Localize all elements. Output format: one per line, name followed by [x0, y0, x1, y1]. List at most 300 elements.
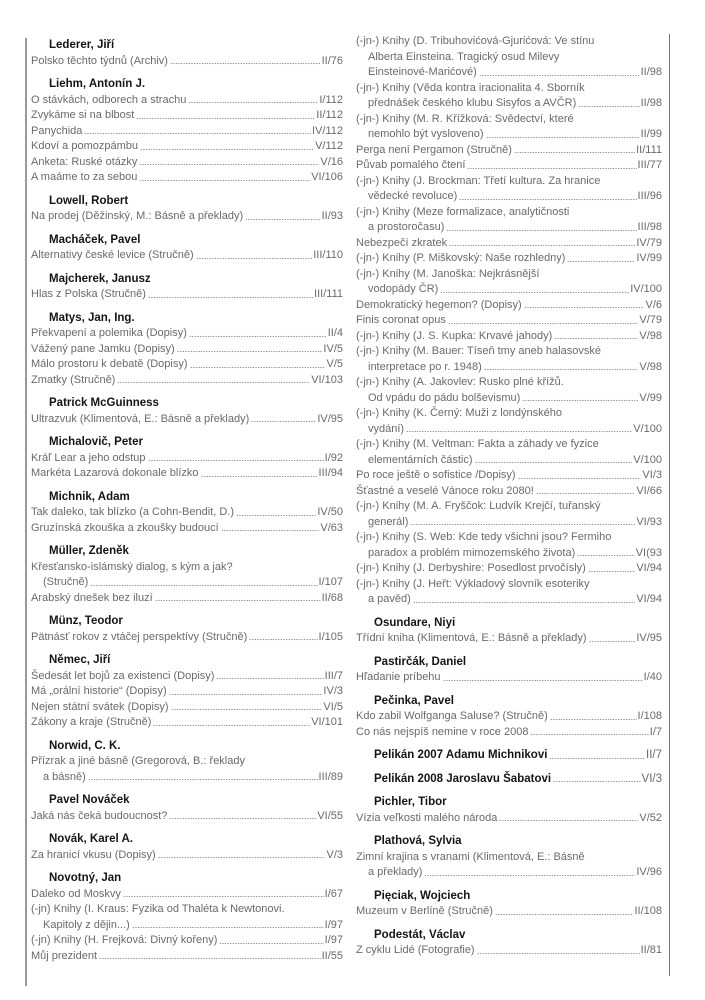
page-ref: V/16 [320, 155, 343, 168]
dot-leader [446, 220, 636, 232]
author-heading [31, 311, 343, 327]
dot-leader [440, 282, 629, 294]
entry-title: Kdo zabil Wolfganga Saluse? (Stručně) [356, 710, 548, 722]
page-ref: VI(93 [635, 546, 662, 559]
entry-title: Perga není Pergamon (Stručně) [356, 143, 512, 156]
dot-leader [139, 170, 310, 182]
entry-title: Vážený pane Jamku (Dopisy) [31, 342, 175, 355]
page-ref: VI/94 [636, 562, 662, 574]
index-group [31, 233, 343, 264]
entry-title: Šťastné a veselé Vánoce roku 2080! [356, 484, 534, 497]
index-group [31, 38, 343, 69]
index-group [31, 396, 343, 427]
index-entry-line [356, 811, 662, 827]
index-entry-line [356, 592, 662, 608]
dot-leader [588, 561, 635, 573]
index-entry-line [31, 412, 343, 428]
page-ref: V/52 [639, 811, 662, 824]
page-ref: IV/95 [317, 412, 343, 425]
index-entry-line [356, 725, 662, 741]
index-entry-line [31, 684, 343, 700]
page-ref: V/98 [639, 360, 662, 373]
entry-title: (-jn-) Knihy (P. Miškovský: Naše rozhledny) [356, 252, 566, 264]
dot-leader [148, 451, 324, 463]
page-ref: IV/3 [323, 685, 343, 697]
entry-title: Křesťansko-islámský dialog, s kým a jak? [31, 560, 233, 573]
page-ref: VI/103 [311, 373, 343, 386]
entry-title: Málo prostoru k debatě (Dopisy) [31, 358, 188, 370]
entry-title: (-jn-) Knihy (Věda kontra iracionalita 4. Sborník [356, 81, 585, 94]
page-ref: IV/50 [317, 506, 343, 518]
entry-title: (-jn) Knihy (H. Frejková: Divný kořeny) [31, 934, 218, 946]
dot-leader [132, 918, 324, 930]
entry-title: (-jn-) Knihy (S. Web: Kde tedy všichni jsou? Fermiho [356, 531, 612, 543]
entry-title: (-jn) Knihy (I. Kraus: Fyzika od Thaléta k Newtonovi. [31, 903, 285, 915]
index-entry-line [356, 850, 662, 866]
entry-title: Má „orální historie“ (Dopisy) [31, 685, 167, 697]
entry-title: Zákony a kraje (Stručně) [31, 716, 152, 728]
entry-title: (-jn-) Knihy (M. Janoška: Nejkrásnější [356, 267, 540, 280]
dot-leader [499, 811, 638, 823]
author-heading [31, 544, 343, 560]
dot-leader [443, 670, 643, 682]
author-heading [31, 653, 343, 669]
page-ref: VI/106 [311, 171, 343, 183]
entry-title: Můj prezident [31, 949, 98, 962]
entry-title: Přízrak a jiné básně (Gregorová, B.: řeklady [31, 755, 245, 767]
index-entry-line [31, 575, 343, 591]
dot-leader [170, 54, 321, 66]
author-heading [31, 396, 343, 412]
index-group [356, 655, 662, 686]
entry-title: Z cyklu Lidé (Fotografie) [356, 944, 475, 956]
dot-leader [567, 251, 635, 263]
entry-title: Einsteinové-Marićové) [368, 66, 477, 78]
author-heading [31, 435, 343, 451]
entry-title: (-jn-) Knihy (J. Heřt: Výkladový slovník esoteriky [356, 577, 590, 590]
entry-title: Nebezpečí zkratek [356, 236, 448, 249]
page-ref: V/98 [639, 329, 662, 342]
entry-title: (-jn-) Knihy (M. R. Křížková: Svědectví, které [356, 112, 574, 125]
dot-leader [236, 505, 316, 517]
index-entry-line [356, 313, 662, 329]
entry-title: Hlas z Polska (Stručně) [31, 288, 146, 300]
author-heading [31, 490, 343, 506]
index-entry-line [31, 357, 343, 373]
dot-leader [410, 515, 635, 527]
dot-leader [169, 684, 323, 696]
author-heading [356, 748, 662, 764]
index-entry-line [356, 406, 662, 422]
index-entry-line [31, 591, 343, 607]
page-ref: I/92 [324, 451, 343, 464]
index-entry-line [31, 170, 343, 186]
dot-leader [117, 373, 310, 385]
author-name: Pastirčák, Daniel [374, 655, 467, 668]
dot-leader [550, 709, 637, 721]
entry-title: (Stručně) [43, 576, 89, 588]
page-ref: I/97 [324, 934, 343, 946]
entry-title: (-jn-) Knihy (M. Veltman: Fakta a záhady ve fyzice [356, 438, 599, 450]
index-group [356, 34, 662, 608]
dot-leader [518, 468, 642, 480]
page-ref: VI/3 [641, 772, 662, 785]
index-group [31, 614, 343, 645]
dot-leader [140, 139, 314, 151]
index-group [31, 311, 343, 389]
dot-leader [123, 887, 324, 899]
author-heading [31, 272, 343, 288]
index-entry-line [356, 484, 662, 500]
index-entry-line [31, 108, 343, 124]
entry-title: Kapitoly z dějin...) [43, 918, 130, 931]
author-name: Müller, Zdeněk [49, 545, 129, 557]
page-ref: I/7 [649, 725, 662, 738]
index-group [31, 793, 343, 824]
dot-leader [406, 422, 632, 434]
dot-leader [196, 248, 313, 260]
index-group [356, 694, 662, 741]
author-name: Norwid, C. K. [49, 739, 121, 752]
dot-leader [449, 236, 635, 248]
index-entry-line [356, 577, 662, 593]
index-entry-line [356, 709, 662, 725]
page-ref: II/108 [634, 905, 662, 917]
index-entry-line [356, 282, 662, 298]
dot-leader [139, 155, 319, 167]
page-ref: VI/5 [323, 700, 343, 713]
page-ref: VI/66 [636, 484, 662, 497]
entry-title: a překlady) [368, 866, 423, 878]
entry-title: A maáme to za sebou [31, 171, 138, 183]
index-group [356, 616, 662, 647]
index-entry-line [31, 630, 343, 646]
index-group [356, 834, 662, 881]
page-ref: III/89 [318, 770, 343, 783]
index-entry-line [356, 453, 662, 469]
author-name: Podestát, Václav [374, 928, 466, 941]
index-group [31, 653, 343, 731]
page-ref: IV/5 [323, 342, 343, 355]
index-group [31, 272, 343, 303]
page-ref: V/100 [633, 422, 662, 435]
page-ref: III/111 [314, 288, 343, 300]
page-ref: II/98 [640, 66, 662, 78]
page-ref: IV/96 [636, 866, 662, 878]
index-entry-line [356, 65, 662, 81]
page-ref: I/105 [318, 630, 343, 643]
entry-title: Jaká nás čeká budoucnost? [31, 809, 168, 822]
entry-title: Arabský dnešek bez iluzí [31, 591, 153, 604]
index-entry-line [356, 298, 662, 314]
index-entry-line [31, 902, 343, 918]
dot-leader [216, 669, 323, 681]
index-entry-line [31, 918, 343, 934]
entry-title: O stávkách, odborech a strachu [31, 93, 187, 106]
page-ref: III/110 [313, 249, 343, 261]
entry-title: (-jn-) Knihy (K. Černý: Muži z londýnského [356, 407, 563, 419]
page-ref: II/112 [316, 109, 343, 121]
page-ref: II/99 [640, 128, 662, 140]
index-entry-line [356, 220, 662, 236]
entry-title: a pavěd) [368, 593, 411, 605]
index-group [356, 772, 662, 788]
author-heading [31, 739, 343, 755]
dot-leader [514, 143, 635, 155]
author-heading [31, 832, 343, 848]
index-entry-line [31, 700, 343, 716]
author-heading [31, 38, 343, 54]
dot-leader [475, 453, 633, 465]
page-ref: II/4 [327, 327, 343, 339]
author-heading [31, 871, 343, 887]
dot-leader [88, 770, 318, 782]
dot-leader [90, 575, 317, 587]
entry-title: paradox a problém mimozemského života) [368, 546, 576, 559]
page-ref: II/111 [636, 143, 662, 156]
index-entry-line [356, 670, 662, 686]
author-name: Novotný, Jan [49, 872, 122, 884]
index-entry-line [356, 437, 662, 453]
entry-title: vodopády ČR) [368, 283, 439, 295]
page-ref: V/99 [639, 391, 662, 404]
entry-title: Panychida [31, 124, 83, 137]
index-entry-line [356, 468, 662, 484]
index-entry-line [356, 344, 662, 360]
dot-leader [148, 287, 313, 299]
page-ref: II/76 [321, 54, 343, 67]
author-name: Münz, Teodor [49, 615, 123, 627]
right-column-rule [669, 34, 670, 976]
entry-title: Zimní krajina s vranami (Klimentová, E.: Básně [356, 850, 585, 863]
index-entry-line [356, 943, 662, 959]
page-ref: V/5 [326, 358, 343, 370]
dot-leader [158, 848, 326, 860]
entry-title: Pätnásť rokov z vtáčej perspektívy (Stručně) [31, 630, 248, 643]
dot-leader [136, 108, 315, 120]
author-name: Plathová, Sylvia [374, 835, 462, 847]
dot-leader [589, 631, 636, 643]
author-name: Pięciak, Wojciech [374, 889, 471, 902]
entry-title: (-jn-) Knihy (Meze formalizace, analytičnosti [356, 205, 570, 218]
index-entry-line [356, 391, 662, 407]
dot-leader [221, 521, 320, 533]
index-entry-line [356, 267, 662, 283]
index-entry-line [356, 34, 662, 50]
page-ref: I/97 [324, 918, 343, 931]
entry-title: (-jn-) Knihy (D. Tribuhovićová-Gjurićová: Ve stínu [356, 35, 595, 47]
index-entry-line [31, 124, 343, 140]
author-name: Pavel Nováček [49, 794, 130, 806]
dot-leader [484, 360, 639, 372]
entry-title: Tak daleko, tak blízko (a Cohn-Bendit, D.) [31, 506, 234, 518]
entry-title: (-jn-) Knihy (J. Derbyshire: Posedlost prvočísly) [356, 562, 586, 574]
entry-title: (-jn-) Knihy (J. S. Kupka: Krvavé jahody) [356, 329, 553, 342]
author-name: Pečinka, Pavel [374, 694, 454, 707]
entry-title: (-jn-) Knihy (M. Bauer: Tíseň tmy aneb halasovské [356, 345, 601, 357]
author-heading [356, 694, 662, 710]
dot-leader [448, 313, 638, 325]
author-name: Pelikán 2008 Jaroslavu Šabatovi [374, 772, 552, 785]
entry-title: (-jn-) Knihy (J. Brockman: Třetí kultura. Za hranice [356, 174, 601, 187]
entry-title: Ultrazvuk (Klimentová, E.: Básně a překlady) [31, 412, 250, 425]
dot-leader [486, 127, 640, 139]
index-entry-line [356, 904, 662, 920]
index-entry-line [31, 209, 343, 225]
entry-title: Vízia veľkosti malého národa [356, 811, 498, 824]
page-ref: II/55 [321, 949, 343, 962]
dot-leader [245, 209, 320, 221]
entry-title: generál) [368, 515, 409, 528]
page-ref: II/7 [646, 749, 662, 761]
index-entry-line [31, 933, 343, 949]
index-entry-line [31, 155, 343, 171]
index-entry-line [31, 248, 343, 264]
page-ref: I/67 [324, 887, 343, 900]
index-entry-line [356, 329, 662, 345]
dot-leader [549, 748, 645, 760]
index-entry-line [356, 127, 662, 143]
page-ref: II/98 [640, 97, 662, 109]
entry-title: Šedesát let bojů za existenci (Dopisy) [31, 669, 215, 682]
index-entry-line [31, 809, 343, 825]
dot-leader [477, 943, 640, 955]
entry-title: Po roce ještě o sofistice /Dopisy) [356, 469, 516, 481]
dot-leader [479, 65, 640, 77]
index-group [31, 194, 343, 225]
dot-leader [251, 412, 316, 424]
index-group [31, 832, 343, 863]
author-name: Liehm, Antonín J. [49, 78, 146, 90]
dot-leader [249, 630, 317, 642]
index-column-left [31, 38, 343, 964]
index-group [356, 748, 662, 764]
dot-leader [459, 189, 636, 201]
index-entry-line [31, 342, 343, 358]
page-ref: III/98 [637, 221, 662, 233]
index-entry-line [31, 326, 343, 342]
entry-title: Co nás nejspíš nemine v roce 2008 [356, 725, 529, 738]
dot-leader [522, 391, 638, 403]
index-entry-line [31, 770, 343, 786]
entry-title: Na prodej (Děžinský, M.: Básně a překlady) [31, 210, 244, 222]
entry-title: Daleko od Moskvy [31, 887, 121, 900]
author-name: Matys, Jan, Ing. [49, 311, 135, 324]
page-ref: VI/3 [642, 469, 662, 481]
index-entry-line [356, 360, 662, 376]
index-entry-line [356, 375, 662, 391]
index-entry-line [31, 505, 343, 521]
author-heading [356, 795, 662, 811]
entry-title: Muzeum v Berlíně (Stručně) [356, 905, 493, 917]
dot-leader [467, 158, 636, 170]
page-ref: IV/112 [312, 124, 343, 137]
index-entry-line [356, 865, 662, 881]
index-entry-line [356, 174, 662, 190]
index-entry-line [31, 373, 343, 389]
index-entry-line [356, 515, 662, 531]
index-entry-line [356, 422, 662, 438]
index-entry-line [31, 466, 343, 482]
index-entry-line [356, 112, 662, 128]
author-heading [31, 77, 343, 93]
index-entry-line [356, 158, 662, 174]
author-name: Michalovič, Peter [49, 436, 143, 448]
page-ref: I/107 [318, 576, 343, 588]
index-group [356, 795, 662, 826]
index-entry-line [31, 93, 343, 109]
author-name: Novák, Karel A. [49, 833, 133, 845]
index-entry-line [31, 287, 343, 303]
author-name: Macháček, Pavel [49, 233, 141, 246]
dot-leader [424, 865, 635, 877]
dot-leader [169, 809, 316, 821]
index-entry-line [31, 848, 343, 864]
index-group [31, 871, 343, 964]
author-name: Lederer, Jiří [49, 39, 115, 51]
page-ref: III/94 [318, 467, 343, 479]
page-ref: II/93 [321, 210, 343, 222]
page-ref: VI/101 [311, 716, 343, 728]
entry-title: a básně) [43, 770, 86, 783]
index-entry-line [356, 96, 662, 112]
dot-leader [553, 772, 640, 784]
entry-title: Hľadanie príbehu [356, 671, 441, 683]
entry-title: vědecké revoluce) [368, 190, 458, 202]
dot-leader [177, 342, 323, 354]
entry-title: Od vpádu do pádu bolševismu) [368, 391, 521, 404]
dot-leader [201, 466, 318, 478]
entry-title: Zvykáme si na blbost [31, 109, 135, 121]
page-ref: III/77 [637, 159, 662, 171]
entry-title: Demokratický hegemon? (Dopisy) [356, 298, 522, 311]
author-heading [31, 793, 343, 809]
index-entry-line [356, 50, 662, 66]
index-entry-line [356, 81, 662, 97]
page-ref: I/108 [637, 710, 662, 722]
entry-title: nemohlo být vysloveno) [368, 128, 484, 140]
dot-leader [530, 725, 648, 737]
page-ref: II/68 [321, 591, 343, 604]
entry-title: Alternativy české levice (Stručně) [31, 249, 194, 261]
dot-leader [578, 96, 639, 108]
page-ref: IV/95 [636, 632, 662, 644]
index-entry-line [356, 561, 662, 577]
index-entry-line [356, 189, 662, 205]
index-column-right [356, 34, 662, 959]
page-ref: II/81 [640, 944, 662, 956]
index-group [31, 490, 343, 537]
entry-title: přednášek českého klubu Sisyfos a AVČR) [368, 97, 577, 109]
index-entry-line [356, 205, 662, 221]
index-entry-line [356, 236, 662, 252]
author-heading [356, 889, 662, 905]
author-heading [356, 772, 662, 788]
author-heading [356, 834, 662, 850]
entry-title: Anketa: Ruské otázky [31, 155, 138, 168]
index-entry-line [31, 451, 343, 467]
index-group [356, 928, 662, 959]
entry-title: Překvapení a polemika (Dopisy) [31, 327, 187, 339]
index-entry-line [31, 560, 343, 576]
entry-title: elementárních částic) [368, 453, 473, 466]
dot-leader [536, 484, 636, 496]
entry-title: Kdoví a pomozpámbu [31, 140, 139, 152]
page-ref: V/100 [633, 453, 662, 466]
page-ref: III/7 [324, 669, 343, 682]
dot-leader [554, 329, 638, 341]
page-ref: V/79 [639, 314, 662, 326]
